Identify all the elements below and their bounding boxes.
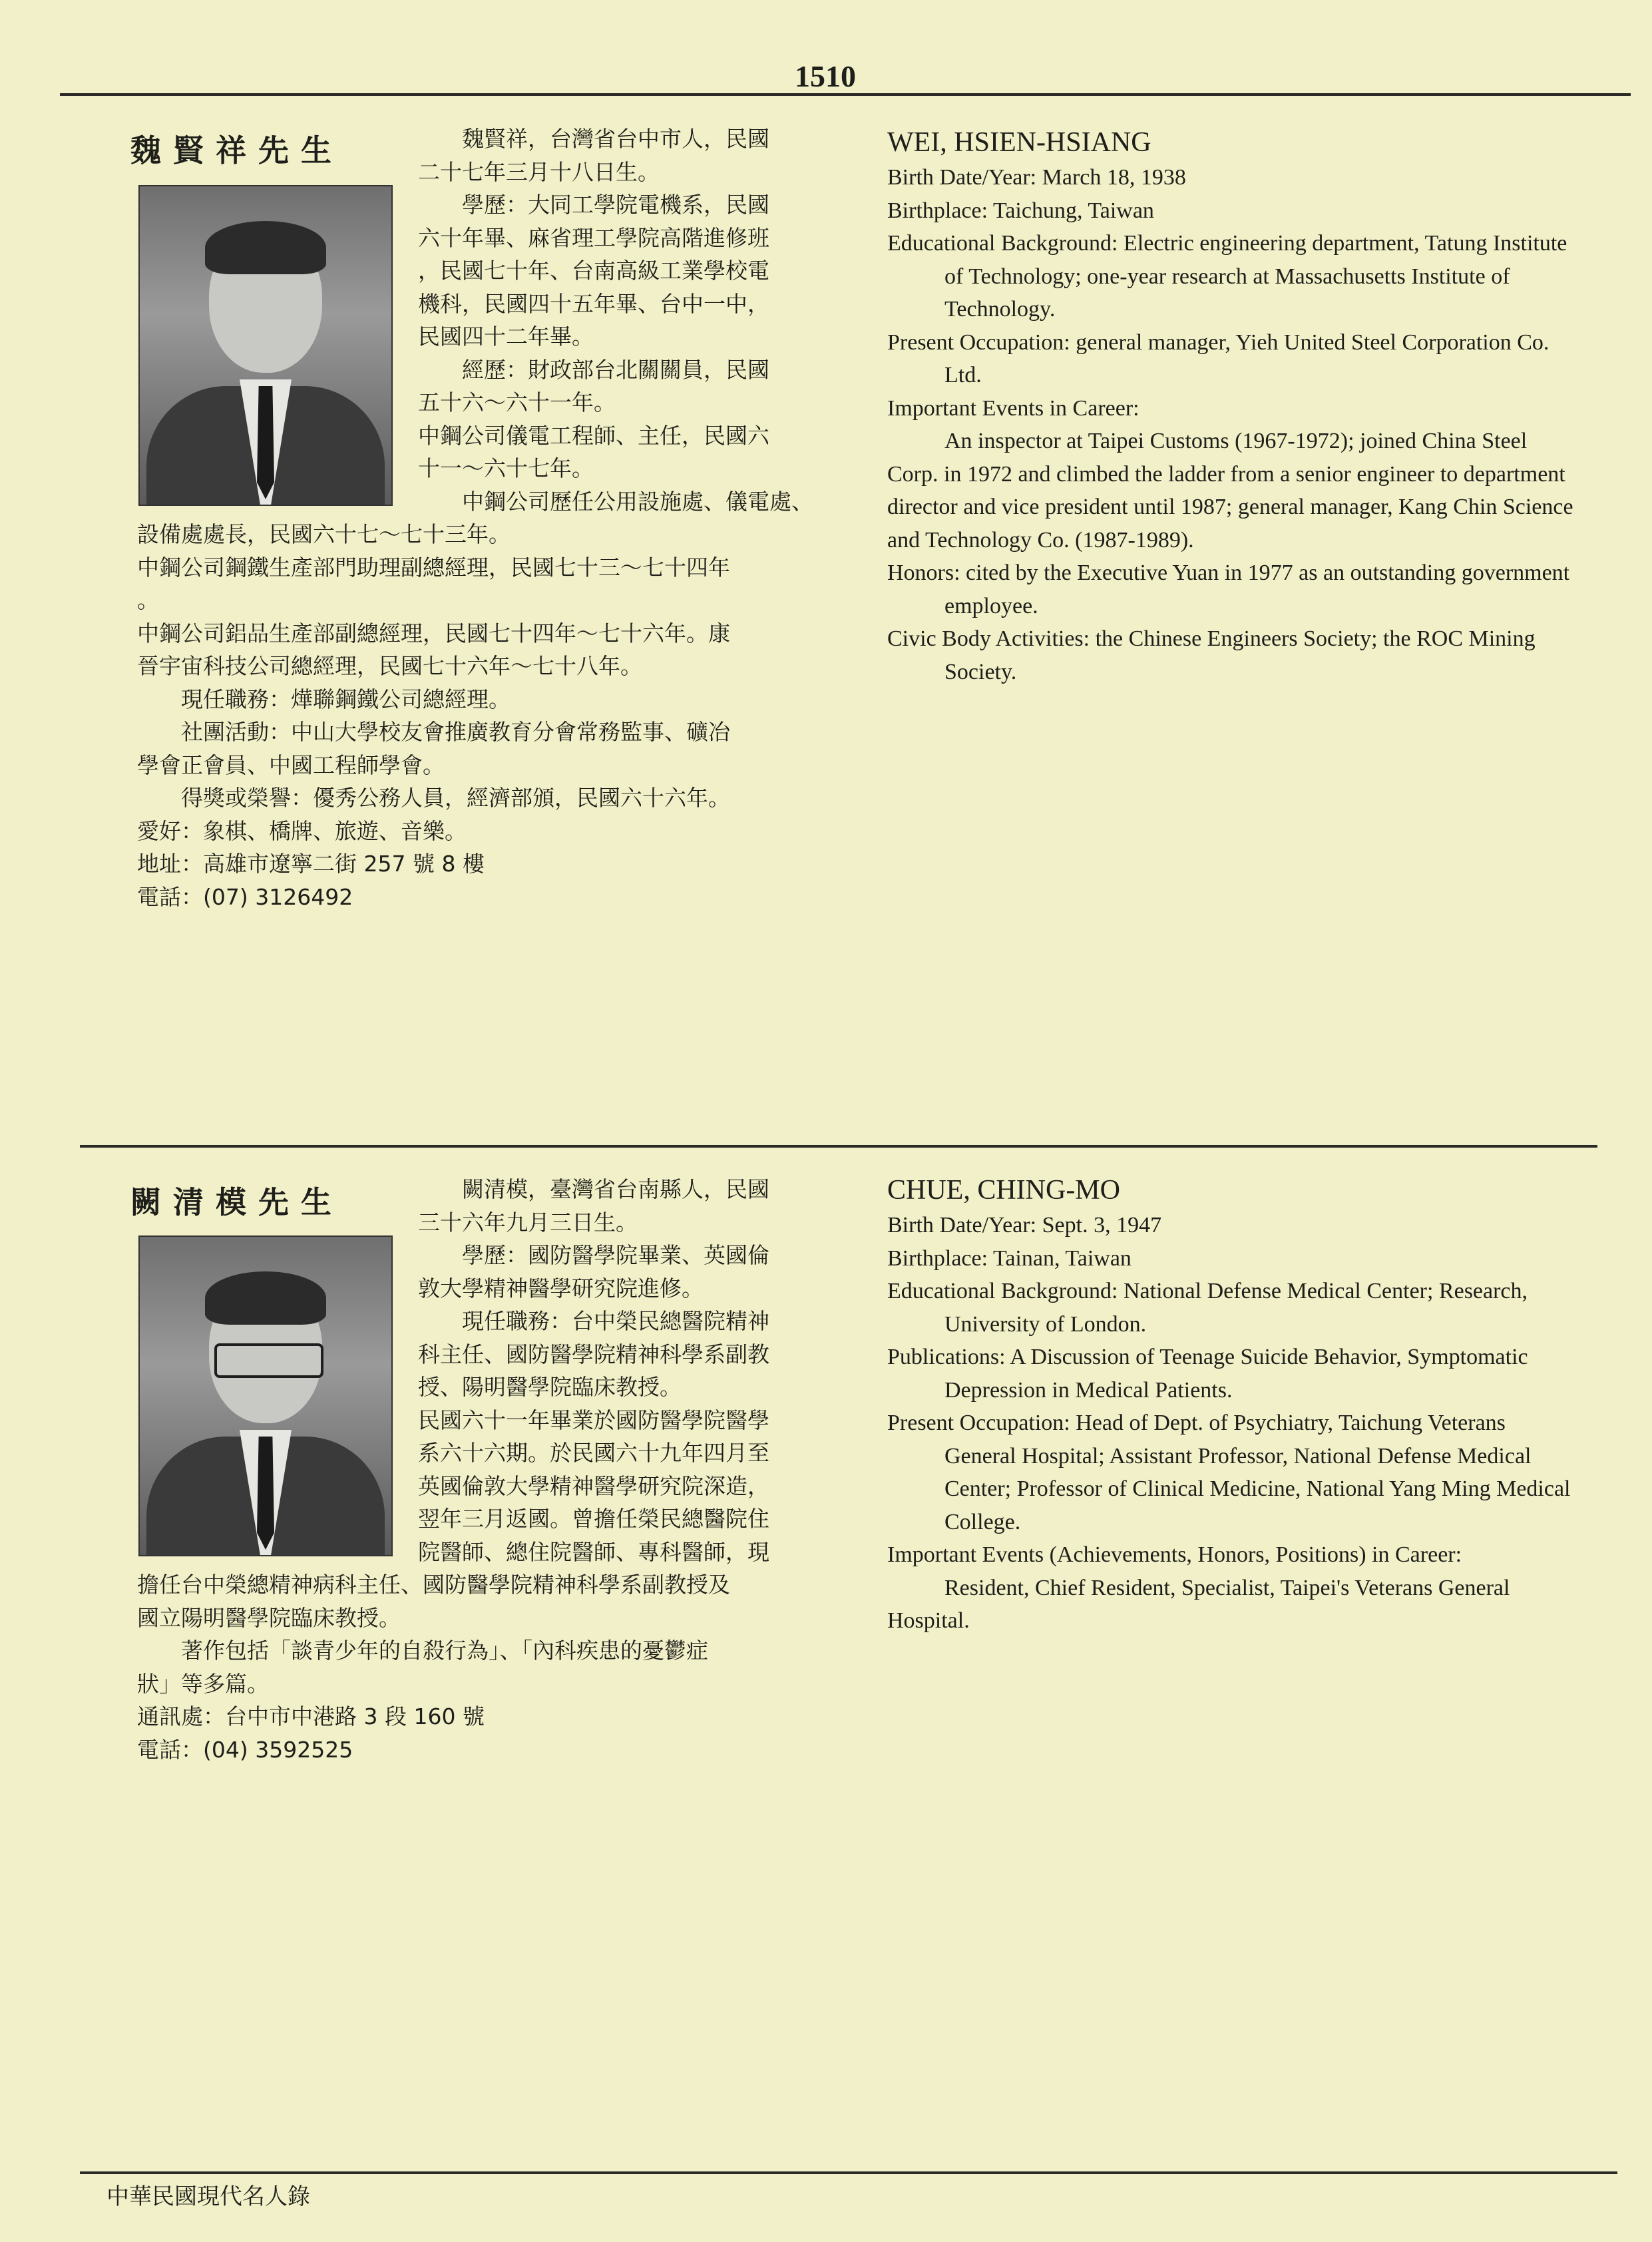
chinese-bio-line: 院醫師、總住院醫師、專科醫師，現 <box>418 1538 769 1565</box>
footer-title: 中華民國現代名人錄 <box>106 2183 310 2210</box>
english-bio-line: Birth Date/Year: Sept. 3, 1947 <box>887 1213 1162 1237</box>
page-number: 1510 <box>795 59 856 93</box>
chinese-bio-line: 三十六年九月三日生。 <box>418 1209 638 1235</box>
section-divider <box>80 1145 1597 1148</box>
english-bio-line: Birthplace: Tainan, Taiwan <box>887 1245 1132 1271</box>
chinese-name: 魏賢祥先生 <box>130 132 343 168</box>
english-bio-line: Honors: cited by the Executive Yuan in 1977 as an outstanding government employee. <box>887 560 1570 618</box>
english-bio-line: Resident, Chief Resident, Specialist, Taipei's Veterans General Hospital. <box>887 1575 1510 1633</box>
chinese-bio-line: 十一～六十七年。 <box>418 455 594 481</box>
chinese-bio-line: 。 <box>137 587 159 613</box>
chinese-bio-line: 電話：(04) 3592525 <box>137 1736 353 1763</box>
chinese-bio-line: 愛好：象棋、橋牌、旅遊、音樂。 <box>137 817 467 844</box>
top-rule <box>60 93 1631 96</box>
english-name: WEI, HSIEN-HSIANG <box>887 127 1151 158</box>
chinese-bio-line: 民國四十二年畢。 <box>418 324 594 349</box>
chinese-bio-line: 設備處處長，民國六十七～七十三年。 <box>137 521 511 547</box>
chinese-bio-line: 晉宇宙科技公司總經理，民國七十六年～七十八年。 <box>137 653 642 679</box>
chinese-bio-beside-photo <box>418 122 813 518</box>
chinese-bio-line: 闕清模，臺灣省台南縣人，民國 <box>418 1176 769 1202</box>
chinese-bio-line: 英國倫敦大學精神醫學研究院深造， <box>418 1472 769 1499</box>
chinese-bio-full-width <box>137 1568 730 1766</box>
english-bio-items <box>887 161 1579 688</box>
chinese-bio-line: 經歷：財政部台北關關員，民國 <box>418 356 769 383</box>
chinese-bio-line: 翌年三月返國。曾擔任榮民總醫院住 <box>418 1506 769 1532</box>
chinese-bio-line: 中鋼公司歷任公用設施處、儀電處、 <box>418 488 813 515</box>
chinese-bio-line: 著作包括「談青少年的自殺行為」、「內科疾患的憂鬱症 <box>137 1638 708 1664</box>
english-bio-line: An inspector at Taipei Customs (1967-1972); joined China Steel Corp. in 1972 and climbed the ladder from a senior engineer to department director and vice president until 1987; general manager, Kang Chin Science and Technology Co. (1987-1989). <box>887 429 1573 553</box>
chinese-bio-line: ，民國七十年、台南高級工業學校電 <box>418 258 769 284</box>
chinese-name: 闕清模先生 <box>130 1184 343 1220</box>
chinese-bio-line: 得獎或榮譽：優秀公務人員，經濟部頒，民國六十六年。 <box>137 785 730 811</box>
chinese-bio-line: 通訊處：台中市中港路 3 段 160 號 <box>137 1703 485 1729</box>
english-bio-line: Present Occupation: Head of Dept. of Psychiatry, Taichung Veterans General Hospital; Assistant Professor, National Defense Medical Center; Professor of Clinical Medicine, National Yang Ming Medical College. <box>887 1411 1571 1534</box>
chinese-bio-line: 中鋼公司儀電工程師、主任，民國六 <box>418 422 769 449</box>
chinese-bio-line: 授、陽明醫學院臨床教授。 <box>418 1374 682 1400</box>
biography-entry <box>0 113 1652 1125</box>
english-bio-line: Present Occupation: general manager, Yieh United Steel Corporation Co. Ltd. <box>887 330 1549 387</box>
english-bio <box>887 1173 1579 1638</box>
chinese-bio-line: 中鋼公司鋼鐵生產部門助理副總經理，民國七十三～七十四年 <box>137 554 730 580</box>
english-bio-line: Educational Background: National Defense Medical Center; Research, University of London. <box>887 1279 1528 1337</box>
chinese-bio-line: 國立陽明醫學院臨床教授。 <box>137 1604 401 1631</box>
chinese-bio-beside-photo <box>418 1173 769 1568</box>
footer-rule <box>80 2171 1617 2174</box>
chinese-bio-line: 六十年畢、麻省理工學院高階進修班 <box>418 224 769 251</box>
chinese-bio-line: 學會正會員、中國工程師學會。 <box>137 752 445 778</box>
english-bio-line: Educational Background: Electric engineering department, Tatung Institute of Technology; one-year research at Massachusetts Institute of Technology. <box>887 231 1567 322</box>
english-bio-line: Civic Body Activities: the Chinese Engineers Society; the ROC Mining Society. <box>887 626 1536 684</box>
chinese-bio-line: 電話：(07) 3126492 <box>137 883 353 910</box>
chinese-bio-line: 敦大學精神醫學研究院進修。 <box>418 1275 704 1301</box>
chinese-bio-line: 社團活動：中山大學校友會推廣教育分會常務監事、礦冶 <box>137 719 730 745</box>
chinese-bio-line: 狀」等多篇。 <box>137 1670 269 1697</box>
chinese-bio-line: 魏賢祥，台灣省台中市人，民國 <box>418 126 769 152</box>
english-bio-line: Publications: A Discussion of Teenage Suicide Behavior, Symptomatic Depression in Medical Patients. <box>887 1345 1528 1403</box>
english-bio-line: Birth Date/Year: March 18, 1938 <box>887 165 1186 190</box>
chinese-bio-line: 現任職務：燁聯鋼鐵公司總經理。 <box>137 686 511 712</box>
chinese-bio-line: 二十七年三月十八日生。 <box>418 158 660 185</box>
portrait-photo <box>138 185 393 506</box>
english-bio-line: Birthplace: Taichung, Taiwan <box>887 198 1154 223</box>
chinese-bio-line: 五十六～六十一年。 <box>418 389 616 415</box>
chinese-bio-full-width <box>137 518 730 913</box>
chinese-bio-line: 地址：高雄市遼寧二街 257 號 8 樓 <box>137 851 485 877</box>
chinese-bio-line: 擔任台中榮總精神病科主任、國防醫學院精神科學系副教授及 <box>137 1572 730 1598</box>
chinese-bio-line: 學歷：大同工學院電機系，民國 <box>418 192 769 218</box>
chinese-bio-line: 系六十六期。於民國六十九年四月至 <box>418 1440 769 1466</box>
english-name: CHUE, CHING-MO <box>887 1175 1120 1206</box>
chinese-bio-line: 中鋼公司鋁品生產部副總經理，民國七十四年～七十六年。康 <box>137 620 730 646</box>
english-bio <box>887 125 1579 688</box>
chinese-bio-line: 現任職務：台中榮民總醫院精神 <box>418 1308 769 1334</box>
chinese-bio-line: 科主任、國防醫學院精神科學系副教 <box>418 1341 769 1367</box>
english-bio-line: Important Events in Career: <box>887 395 1139 421</box>
biography-entry <box>0 1165 1652 2150</box>
english-bio-items <box>887 1209 1579 1638</box>
english-bio-line: Important Events (Achievements, Honors, Positions) in Career: <box>887 1542 1462 1567</box>
portrait-photo <box>138 1235 393 1556</box>
chinese-bio-line: 學歷：國防醫學院畢業、英國倫 <box>418 1242 769 1268</box>
chinese-bio-line: 民國六十一年畢業於國防醫學院醫學 <box>418 1407 769 1433</box>
chinese-bio-line: 機科，民國四十五年畢、台中一中， <box>418 290 769 317</box>
